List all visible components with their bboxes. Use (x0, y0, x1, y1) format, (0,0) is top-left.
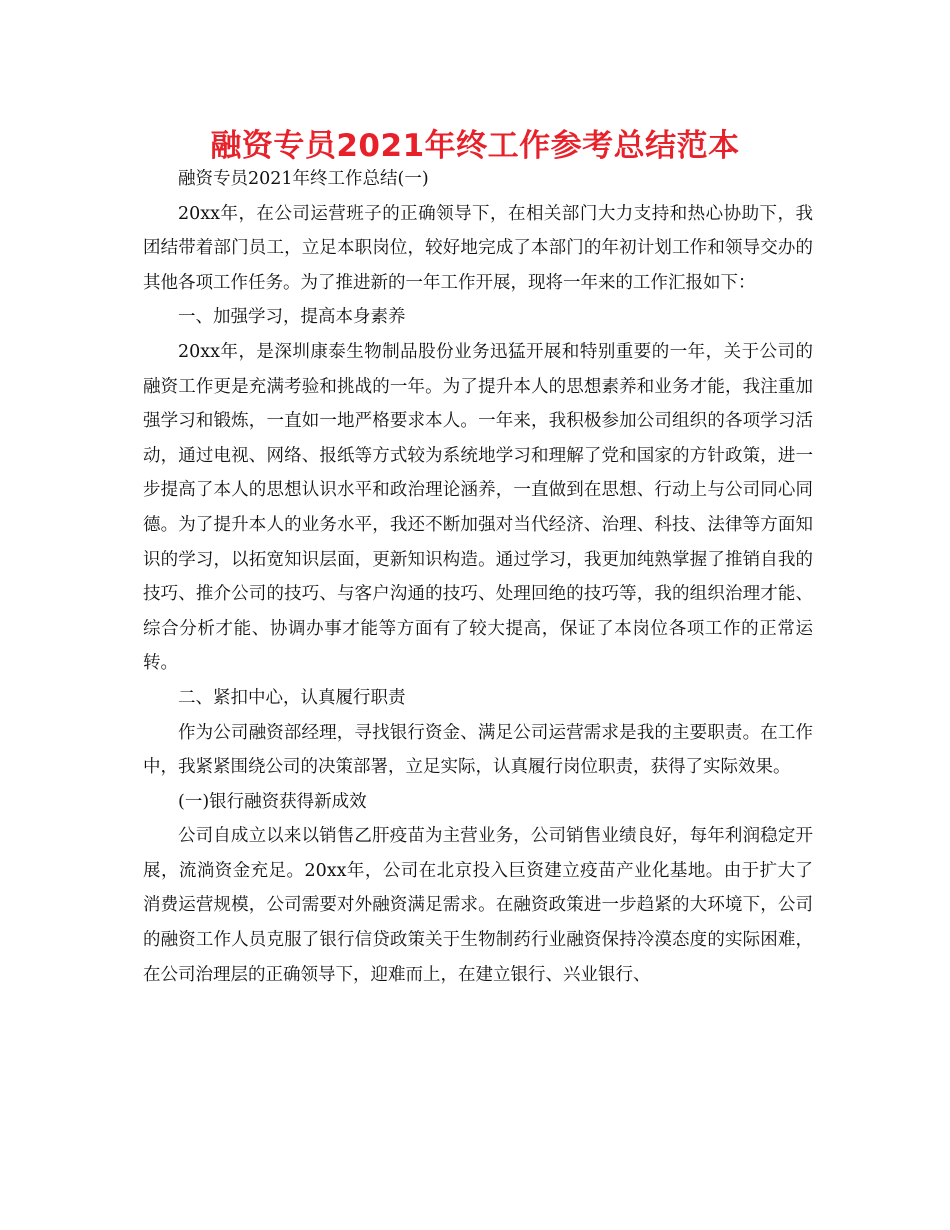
intro-paragraph: 20xx年，在公司运营班子的正确领导下，在相关部门大力支持和热心协助下，我团结带着部门员工，立足本职岗位，较好地完成了本部门的年初计划工作和领导交办的其他各项工作任务。为了推进新的一年工作开展，现将一年来的工作汇报如下： (143, 203, 813, 293)
subsection-1-paragraph: 公司自成立以来以销售乙肝疫苗为主营业务，公司销售业绩良好，每年利润稳定开展，流淌资金充足。20xx年，公司在北京投入巨资建立疫苗产业化基地。由于扩大了消费运营规模，公司需要对外融资满足需求。在融资政策进一步趋紧的大环境下，公司的融资工作人员克服了银行信贷政策关于生物制药行业融资保持冷漠态度的实际困难，在公司治理层的正确领导下，迎难而上，在建立银行、兴业银行、 (143, 826, 813, 985)
section-heading-2: 二、紧扣中心，认真履行职责 (178, 687, 406, 708)
document-body (143, 162, 813, 992)
document-title: 融资专员2021年终工作参考总结范本 (210, 128, 740, 164)
section-2-paragraph: 作为公司融资部经理，寻找银行资金、满足公司运营需求是我的主要职责。在工作中，我紧紧围绕公司的决策部署，立足实际，认真履行岗位职责，获得了实际效果。 (143, 722, 813, 778)
section-heading-1: 一、加强学习，提高本身素养 (178, 307, 406, 328)
section-1-paragraph: 20xx年，是深圳康泰生物制品股份业务迅猛开展和特别重要的一年，关于公司的融资工作更是充满考验和挑战的一年。为了提升本人的思想素养和业务才能，我注重加强学习和锻炼，一直如一地严格要求本人。一年来，我积极参加公司组织的各项学习活动，通过电视、网络、报纸等方式较为系统地学习和理解了党和国家的方针政策，进一步提高了本人的思想认识水平和政治理论涵养，一直做到在思想、行动上与公司同心同德。为了提升本人的业务水平，我还不断加强对当代经济、治理、科技、法律等方面知识的学习，以拓宽知识层面，更新知识构造。通过学习，我更加纯熟掌握了推销自我的技巧、推介公司的技巧、与客户沟通的技巧、处理回绝的技巧等，我的组织治理才能、综合分析才能、协调办事才能等方面有了较大提高，保证了本岗位各项工作的正常运转。 (143, 341, 813, 674)
subsection-heading-1: (一)银行融资获得新成效 (178, 791, 367, 812)
subtitle-paragraph: 融资专员2021年终工作总结(一) (178, 169, 429, 189)
